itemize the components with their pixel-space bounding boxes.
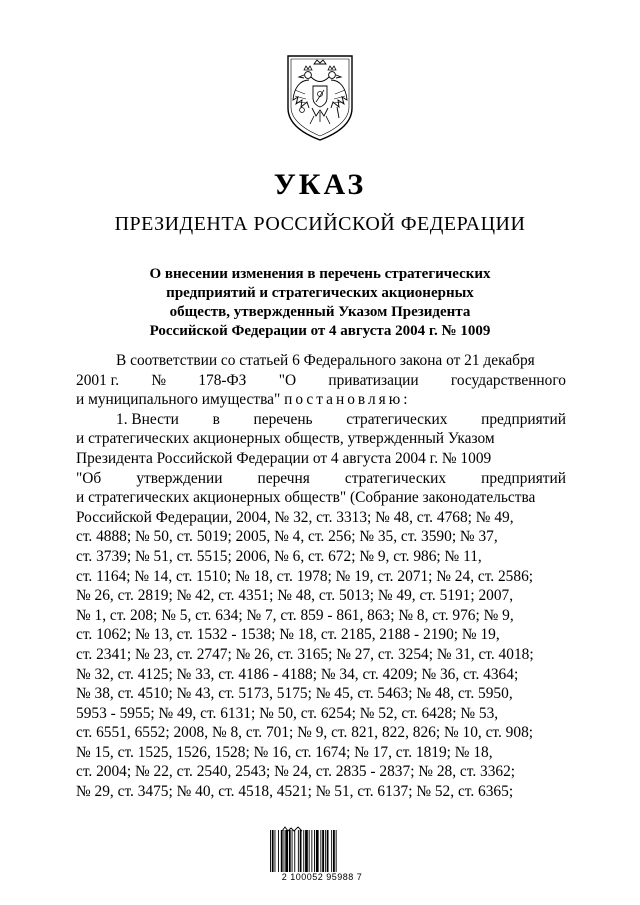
double-headed-eagle-icon bbox=[282, 50, 358, 142]
barcode-bar bbox=[316, 830, 319, 872]
body-text-segment: ст. 4888; № 50, ст. 5019; 2005, № 4, ст. 256; № 35, ст. 3590; № 37, bbox=[76, 528, 498, 546]
body-text-segment: перечень bbox=[253, 410, 313, 428]
body-line bbox=[76, 508, 566, 528]
heading-line: О внесении изменения в перечень стратегических bbox=[149, 266, 491, 282]
body-text-segment: Президента Российской Федерации от 4 августа 2004 г. № 1009 bbox=[76, 449, 492, 467]
body-line bbox=[76, 547, 566, 567]
body-text-segment: 5953 - 5955; № 49, ст. 6131; № 50, ст. 6254; № 52, ст. 6428; № 53, bbox=[76, 704, 499, 722]
body-text-segment: ст. 2341; № 23, ст. 2747; № 26, ст. 3165; № 27, ст. 3254; № 31, ст. 4018; bbox=[76, 645, 534, 663]
body-text-segment: "Об bbox=[76, 469, 102, 487]
barcode-bar bbox=[270, 830, 271, 872]
body-line bbox=[76, 586, 566, 606]
body-text-segment: утверждении bbox=[136, 469, 223, 487]
barcode-number: 2 100052 95988 7 bbox=[281, 872, 363, 882]
heading-line: предприятий и стратегических акционерных bbox=[166, 285, 474, 301]
barcode-bar bbox=[314, 830, 315, 872]
body-line bbox=[76, 488, 566, 508]
barcode-bar bbox=[327, 830, 329, 872]
heading-line: Российской Федерации от 4 августа 2004 г. № 1009 bbox=[149, 323, 491, 339]
barcode-bar bbox=[278, 830, 279, 872]
decree-title: УКАЗ bbox=[273, 168, 367, 201]
body-text-segment: государственного bbox=[450, 371, 566, 389]
barcode-bar bbox=[281, 830, 283, 872]
body-text-segment: ст. 3739; № 51, ст. 5515; 2006, № 6, ст. 672; № 9, ст. 986; № 11, bbox=[76, 547, 482, 565]
body-line bbox=[76, 449, 566, 469]
body-line bbox=[76, 410, 566, 430]
body-line bbox=[76, 665, 566, 685]
barcode-bar bbox=[309, 830, 310, 872]
body-line bbox=[76, 469, 566, 489]
body-text-segment: № bbox=[151, 371, 167, 389]
body-text-segment: "О bbox=[278, 371, 297, 389]
body-text-segment: стратегических bbox=[344, 469, 447, 487]
body-text-segment: и стратегических акционерных обществ, утвержденный Указом bbox=[76, 430, 495, 448]
body-text-segment: Российской Федерации, 2004, № 32, ст. 3313; № 48, ст. 4768; № 49, bbox=[76, 508, 514, 526]
body-text-segment: приватизации bbox=[328, 371, 419, 389]
barcode-bar bbox=[275, 830, 276, 872]
body-line bbox=[76, 704, 566, 724]
barcode-bar bbox=[284, 830, 285, 872]
barcode-bar bbox=[272, 830, 274, 872]
body-line bbox=[76, 743, 566, 763]
decree-body bbox=[76, 351, 566, 802]
decree-subtitle: ПРЕЗИДЕНТА РОССИЙСКОЙ ФЕДЕРАЦИИ bbox=[114, 213, 526, 235]
heading-line: обществ, утвержденный Указом Президента bbox=[169, 304, 471, 320]
body-line bbox=[76, 429, 566, 449]
barcode-bar bbox=[331, 830, 332, 872]
body-line bbox=[76, 527, 566, 547]
barcode-bar bbox=[336, 830, 337, 872]
body-text-segment: предприятий bbox=[481, 469, 566, 487]
body-text-segment: перечня bbox=[257, 469, 310, 487]
body-text-segment: № 29, ст. 3475; № 40, ст. 4518, 4521; № 51, ст. 6137; № 52, ст. 6365; bbox=[76, 783, 514, 801]
body-text-segment: и стратегических акционерных обществ" (Собрание законодательства bbox=[76, 489, 536, 507]
body-line bbox=[76, 684, 566, 704]
body-text-segment: ст. 6551, 6552; 2008, № 8, ст. 701; № 9, ст. 821, 822, 826; № 10, ст. 908; bbox=[76, 724, 534, 742]
barcode-bar bbox=[311, 830, 312, 872]
spaced-word: постановляю: bbox=[284, 391, 411, 409]
body-text-segment: № 15, ст. 1525, 1526, 1528; № 16, ст. 1674; № 17, ст. 1819; № 18, bbox=[76, 743, 493, 761]
body-text-segment: № 38, ст. 4510; № 43, ст. 5173, 5175; № 45, ст. 5463; № 48, ст. 5950, bbox=[76, 685, 513, 703]
barcode-bar bbox=[289, 830, 291, 872]
body-text-segment: стратегических bbox=[346, 410, 448, 428]
barcode-bar bbox=[285, 830, 288, 872]
body-line bbox=[76, 351, 566, 371]
barcode-bar bbox=[322, 830, 324, 872]
printing-mark-icon bbox=[281, 820, 303, 828]
barcode-bar bbox=[294, 830, 295, 872]
barcode-bar bbox=[320, 830, 321, 872]
body-text-segment: 178-ФЗ bbox=[198, 371, 247, 389]
body-text-segment: ст. 1164; № 14, ст. 1510; № 18, ст. 1978; № 19, ст. 2071; № 24, ст. 2586; bbox=[76, 567, 534, 585]
body-text-segment: и муниципального имущества" bbox=[76, 391, 281, 409]
body-text-segment: В соответствии со статьей 6 Федерального закона от 21 декабря bbox=[116, 352, 535, 369]
body-line bbox=[76, 390, 566, 410]
body-text-segment: № 26, ст. 2819; № 42, ст. 4351; № 48, ст. 5013; № 49, ст. 5191; 2007, bbox=[76, 587, 514, 605]
body-text-segment: № 32, ст. 4125; № 33, ст. 4186 - 4188; № 34, ст. 4209; № 36, ст. 4364; bbox=[76, 665, 519, 683]
body-text-segment: 1. Внести bbox=[116, 410, 179, 428]
body-line bbox=[76, 762, 566, 782]
body-line bbox=[76, 625, 566, 645]
body-line bbox=[76, 782, 566, 802]
body-text-segment: № 1, ст. 208; № 5, ст. 634; № 7, ст. 859 - 861, 863; № 8, ст. 976; № 9, bbox=[76, 606, 514, 624]
body-line bbox=[76, 567, 566, 587]
decree-heading bbox=[120, 265, 520, 341]
barcode-bar bbox=[292, 830, 293, 872]
barcode-bar bbox=[333, 830, 335, 872]
body-text-segment: ст. 2004; № 22, ст. 2540, 2543; № 24, ст. 2835 - 2837; № 28, ст. 3362; bbox=[76, 763, 516, 781]
body-text-segment: предприятий bbox=[481, 410, 566, 428]
coat-of-arms-emblem bbox=[282, 50, 358, 142]
barcode-bar bbox=[325, 830, 326, 872]
barcode-bar bbox=[300, 830, 302, 872]
barcode-bar bbox=[305, 830, 308, 872]
body-text-segment: в bbox=[212, 410, 220, 428]
body-line bbox=[76, 606, 566, 626]
body-text-segment: ст. 1062; № 13, ст. 1532 - 1538; № 18, ст. 2185, 2188 - 2190; № 19, bbox=[76, 626, 500, 644]
barcode-bar bbox=[298, 830, 299, 872]
body-line bbox=[76, 645, 566, 665]
body-line bbox=[76, 371, 566, 391]
body-text-segment: 2001 г. bbox=[76, 371, 120, 389]
body-line bbox=[76, 723, 566, 743]
barcode-bar bbox=[303, 830, 304, 872]
barcode-icon bbox=[268, 830, 372, 872]
